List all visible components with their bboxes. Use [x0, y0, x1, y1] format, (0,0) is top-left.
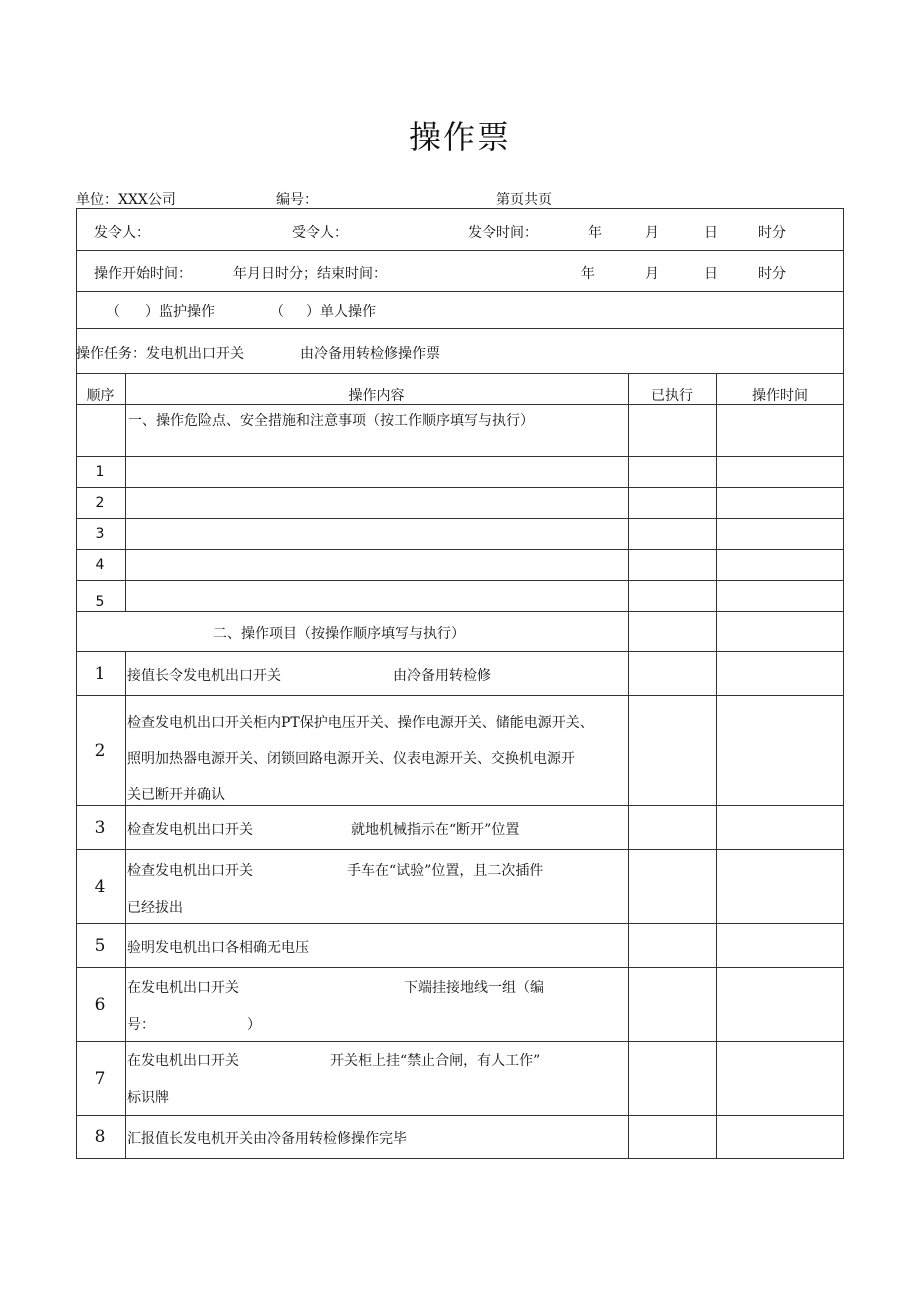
- row-divider: [76, 549, 844, 550]
- step-number: 5: [94, 936, 106, 956]
- supervised-paren: （: [106, 304, 120, 320]
- step-number: 7: [94, 1069, 106, 1089]
- issue-time-label: 发令时间：: [468, 225, 538, 241]
- row-divider: [76, 250, 844, 251]
- end-hourmin-label: 时分: [758, 266, 786, 282]
- end-day-label: 日: [704, 266, 718, 282]
- step-number: 3: [94, 818, 106, 838]
- row-divider: [76, 518, 844, 519]
- hazard-row-number: 5: [95, 594, 105, 610]
- issue-hourmin-label: 时分: [758, 225, 786, 241]
- step-text: 检查发电机出口开关柜内PT保护电压开关、操作电源开关、储能电源开关、: [127, 715, 594, 731]
- step-number: 2: [94, 741, 106, 761]
- hazard-row-number: 3: [95, 526, 105, 542]
- issue-day-label: 日: [704, 225, 718, 241]
- step-text: 验明发电机出口各相确无电压: [127, 940, 309, 956]
- step-text: 接值长令发电机出口开关: [127, 668, 281, 684]
- step-text: 关已断开并确认: [127, 787, 225, 803]
- end-year-label: 年: [581, 266, 595, 282]
- column-divider: [125, 651, 126, 1159]
- row-divider: [76, 805, 844, 806]
- column-header-seq: 顺序: [86, 388, 115, 404]
- column-divider: [716, 373, 717, 1159]
- row-divider: [76, 651, 844, 652]
- step-text: 标识牌: [127, 1090, 169, 1106]
- row-divider: [76, 849, 844, 850]
- page-title: 操作票: [408, 118, 511, 156]
- hazard-row-number: 1: [95, 464, 105, 480]
- task-description: 由冷备用转检修操作票: [300, 346, 440, 362]
- single-operation-label: ）单人操作: [306, 304, 376, 320]
- step-text: 手车在“试验”位置，且二次插件: [347, 863, 544, 879]
- step-text: 汇报值长发电机开关由冷备用转检修操作完毕: [127, 1131, 407, 1147]
- issue-month-label: 月: [645, 225, 659, 241]
- page-count-label: 第页共页: [496, 192, 552, 208]
- supervised-operation-label: ）监护操作: [145, 304, 215, 320]
- row-divider: [76, 373, 844, 374]
- row-divider: [76, 695, 844, 696]
- number-label: 编号：: [276, 192, 318, 208]
- step-text: 下端挂接地线一组（编: [404, 980, 544, 996]
- row-divider: [76, 580, 844, 581]
- step-number: 8: [94, 1127, 106, 1147]
- step-text: 由冷备用转检修: [393, 668, 491, 684]
- column-header-done: 已执行: [651, 388, 693, 404]
- unit-label: 单位：XXX公司: [76, 192, 176, 208]
- issue-year-label: 年: [588, 225, 602, 241]
- row-divider: [76, 456, 844, 457]
- row-divider: [76, 611, 844, 612]
- step-text: 在发电机出口开关: [127, 980, 239, 996]
- step-text: 照明加热器电源开关、闭锁回路电源开关、仪表电源开关、交换机电源开: [127, 751, 575, 767]
- step-text: 检查发电机出口开关: [127, 863, 253, 879]
- row-divider: [76, 967, 844, 968]
- step-number: 1: [94, 664, 106, 684]
- step-text: ）: [247, 1017, 261, 1033]
- start-end-time-label: 年月日时分；结束时间：: [233, 266, 387, 282]
- step-text: 已经拔出: [127, 900, 183, 916]
- row-divider: [76, 291, 844, 292]
- step-number: 6: [94, 995, 106, 1015]
- step-text: 开关柜上挂“禁止合闸，有人工作”: [330, 1053, 541, 1069]
- column-divider: [628, 373, 629, 1159]
- end-month-label: 月: [645, 266, 659, 282]
- start-time-label: 操作开始时间：: [94, 266, 192, 282]
- row-divider: [76, 1115, 844, 1116]
- single-paren: （: [270, 304, 284, 320]
- column-header-time: 操作时间: [752, 388, 808, 404]
- section-1-title: 一、操作危险点、安全措施和注意事项（按工作顺序填写与执行）: [128, 413, 534, 429]
- step-text: 在发电机出口开关: [127, 1053, 239, 1069]
- task-label: 操作任务：发电机出口开关: [76, 346, 244, 362]
- step-text: 检查发电机出口开关: [127, 822, 253, 838]
- hazard-row-number: 2: [95, 495, 105, 511]
- row-divider: [76, 328, 844, 329]
- column-divider: [125, 373, 126, 612]
- row-divider: [76, 1041, 844, 1042]
- issuer-label: 发令人：: [94, 225, 150, 241]
- step-number: 4: [94, 877, 106, 897]
- row-divider: [76, 923, 844, 924]
- section-2-title: 二、操作项目（按操作顺序填写与执行）: [213, 626, 465, 642]
- column-header-content: 操作内容: [348, 388, 405, 404]
- step-text: 号：: [127, 1017, 155, 1033]
- step-text: 就地机械指示在“断开”位置: [351, 822, 520, 838]
- row-divider: [76, 487, 844, 488]
- receiver-label: 受令人：: [292, 225, 348, 241]
- hazard-row-number: 4: [95, 557, 105, 573]
